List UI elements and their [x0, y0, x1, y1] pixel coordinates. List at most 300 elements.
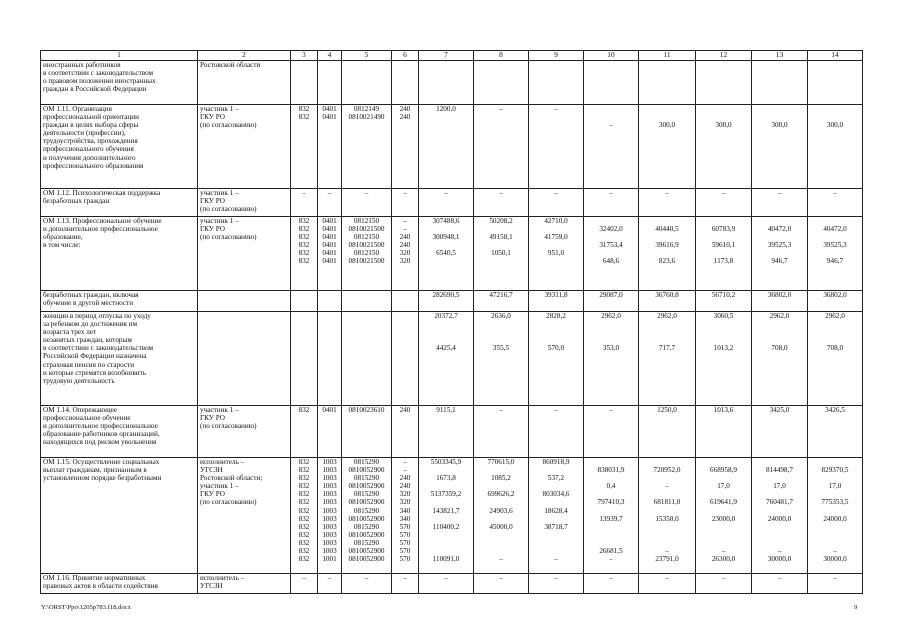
cell-line: –	[554, 189, 558, 197]
responsible-cell	[198, 458, 291, 574]
cell-line: –	[403, 217, 407, 225]
cell-line: 708,0	[771, 344, 788, 353]
cell-line: 38718,7	[544, 522, 568, 531]
cell-line: Ростовской области;	[200, 474, 263, 483]
column-number-header-row	[41, 51, 863, 61]
cell-line	[810, 320, 860, 328]
cell-line	[810, 217, 860, 225]
cell-line	[754, 61, 805, 69]
cell-line: 30000,0	[767, 555, 792, 564]
cell-line	[698, 328, 749, 336]
cell-line: –	[403, 189, 407, 197]
cell-line: 5137359,2	[430, 490, 462, 499]
cell-line: –	[609, 406, 613, 414]
cell-line: 6540,5	[436, 249, 456, 258]
cell-line	[810, 531, 860, 539]
cell-line: УГСЗН	[200, 582, 223, 591]
cell-line: в том числе:	[43, 241, 81, 250]
cell-line: обучение в другой местности	[43, 299, 134, 308]
value-cell	[529, 291, 584, 312]
value-cell	[419, 61, 474, 105]
value-cell	[291, 406, 318, 458]
cell-line: ГКУ РО	[200, 113, 225, 122]
cell-line	[476, 241, 526, 249]
responsible-cell	[198, 406, 291, 458]
cell-line	[698, 336, 749, 344]
cell-line: 300,0	[715, 121, 732, 130]
table-row	[41, 312, 863, 406]
value-cell	[639, 217, 696, 291]
value-cell	[318, 291, 342, 312]
row-title-cell	[41, 61, 198, 105]
cell-line	[586, 61, 636, 69]
value-cell	[808, 312, 863, 406]
cell-line: и дополнительное профессиональное	[43, 225, 158, 234]
value-cell	[474, 105, 529, 189]
cell-line: 832	[298, 547, 310, 556]
value-cell	[639, 105, 696, 189]
cell-line: 832	[298, 217, 310, 225]
cell-line: 0401	[322, 225, 337, 234]
row-title-cell	[41, 312, 198, 406]
value-cell	[529, 458, 584, 574]
cell-line: 56710,2	[711, 291, 736, 299]
cell-line: граждан в целях выбора сферы	[43, 121, 139, 130]
value-cell	[529, 312, 584, 406]
cell-line: безработных граждан, включая	[43, 291, 139, 299]
cell-line	[754, 523, 805, 531]
value-cell	[808, 217, 863, 291]
cell-line: –	[327, 189, 332, 197]
cell-line: 832	[298, 406, 310, 414]
cell-line: незанятых граждан, которым	[43, 336, 132, 345]
value-cell	[318, 189, 342, 217]
column-number-10: 10	[584, 51, 639, 61]
row-title-cell	[41, 189, 198, 217]
cell-line: 5503345,9	[430, 458, 462, 466]
cell-line: 1085,2	[491, 474, 511, 483]
cell-line	[810, 523, 860, 531]
cell-line	[586, 217, 636, 225]
cell-line	[641, 113, 693, 121]
value-cell	[584, 312, 639, 406]
cell-line: 0401	[322, 241, 337, 250]
cell-line: 17,0	[717, 482, 730, 491]
table-row	[41, 217, 863, 291]
responsible-cell	[198, 312, 291, 406]
cell-line: 0812150	[353, 249, 380, 258]
table-row	[41, 189, 863, 217]
cell-line: 36802,0	[823, 291, 847, 299]
cell-line: 0810052900	[348, 547, 385, 556]
value-cell	[318, 105, 342, 189]
cell-line	[754, 320, 805, 328]
value-cell	[474, 458, 529, 574]
cell-line: 1003	[322, 538, 337, 547]
value-cell	[419, 312, 474, 406]
responsible-cell	[198, 189, 291, 217]
cell-line: 9115,1	[436, 406, 456, 414]
cell-line: –	[499, 574, 503, 582]
value-cell	[639, 61, 696, 105]
value-cell	[584, 291, 639, 312]
cell-line	[421, 547, 471, 555]
value-cell	[808, 61, 863, 105]
cell-line: 1003	[322, 530, 337, 539]
row-title-cell	[41, 217, 198, 291]
cell-line: 1003	[322, 466, 337, 475]
value-cell	[639, 189, 696, 217]
column-number-2: 2	[198, 51, 291, 61]
cell-line: 40472,0	[767, 225, 792, 234]
value-cell	[808, 189, 863, 217]
value-cell	[752, 217, 808, 291]
cell-line: страховая пенсия по старости	[43, 360, 135, 369]
value-cell	[392, 105, 419, 189]
cell-line: 770615,0	[487, 458, 515, 466]
cell-line: 1003	[322, 490, 337, 499]
cell-line: находящихся под риском увольнения	[43, 438, 157, 447]
cell-line: 832	[298, 458, 310, 466]
cell-line: 0401	[322, 233, 337, 242]
cell-line: 300,0	[826, 121, 844, 130]
cell-line	[344, 312, 389, 320]
cell-line: 832	[298, 249, 310, 258]
cell-line: –	[721, 547, 726, 556]
cell-line: 946,7	[826, 257, 844, 266]
cell-line: 24000,0	[823, 514, 847, 523]
cell-line: 720952,0	[653, 466, 681, 475]
value-cell	[752, 312, 808, 406]
cell-line: 1013,6	[713, 406, 734, 414]
cell-line	[531, 328, 581, 336]
cell-line	[810, 328, 860, 336]
cell-line: 26681,5	[599, 547, 623, 556]
cell-line: 0815290	[353, 474, 380, 483]
table-row	[41, 291, 863, 312]
cell-line: 668958,9	[710, 466, 737, 475]
cell-line	[531, 539, 581, 547]
cell-line: правовых актов в области содействия	[43, 582, 158, 591]
cell-line: –	[403, 574, 407, 582]
cell-line: –	[364, 189, 369, 197]
cell-line	[754, 336, 805, 344]
cell-line	[641, 61, 693, 69]
value-cell	[584, 217, 639, 291]
value-cell	[419, 291, 474, 312]
value-cell	[752, 458, 808, 574]
value-cell	[342, 189, 392, 217]
cell-line	[810, 539, 860, 547]
cell-line: 570	[399, 547, 411, 556]
cell-line: 355,5	[492, 344, 510, 353]
cell-line: 60783,9	[711, 225, 736, 234]
value-cell	[584, 105, 639, 189]
cell-line: 0810052900	[348, 498, 385, 507]
cell-line: 814498,7	[766, 466, 793, 475]
cell-line: 240	[399, 113, 411, 122]
cell-line: 760481,7	[766, 498, 793, 507]
cell-line: трудоустройства, прохождения	[43, 137, 138, 146]
cell-line	[586, 105, 636, 113]
cell-line	[810, 507, 860, 515]
cell-line: 1003	[322, 498, 337, 507]
value-cell	[808, 406, 863, 458]
cell-line: 0,4	[606, 482, 616, 491]
cell-line	[810, 458, 860, 466]
cell-line: 0401	[322, 406, 337, 414]
cell-line: 240	[399, 482, 411, 491]
cell-line: 619641,9	[710, 498, 737, 507]
program-table	[40, 50, 863, 594]
cell-line	[810, 249, 860, 257]
cell-line: –	[499, 105, 503, 113]
cell-line	[698, 233, 749, 241]
column-number-9: 9	[529, 51, 584, 61]
cell-line	[476, 466, 526, 474]
column-number-7: 7	[419, 51, 474, 61]
responsible-cell	[198, 105, 291, 189]
cell-line: 110400,2	[432, 522, 460, 531]
page-number: 9	[854, 604, 858, 611]
cell-line	[641, 217, 693, 225]
value-cell	[392, 291, 419, 312]
cell-line: –	[665, 482, 669, 491]
value-cell	[808, 291, 863, 312]
value-cell	[291, 189, 318, 217]
cell-line	[200, 312, 288, 320]
cell-line: ОМ 1.15. Осуществление социальных	[43, 458, 160, 466]
cell-line	[698, 474, 749, 482]
value-cell	[639, 406, 696, 458]
cell-line	[698, 490, 749, 498]
cell-line: 708,0	[826, 344, 844, 353]
cell-line: 1003	[322, 506, 337, 515]
value-cell	[392, 189, 419, 217]
value-cell	[291, 291, 318, 312]
cell-line: –	[403, 458, 407, 466]
cell-line: 1673,8	[436, 474, 456, 483]
cell-line: ОМ 1.12. Психологическая поддержка	[43, 189, 161, 197]
value-cell	[639, 574, 696, 594]
cell-line	[586, 249, 636, 257]
value-cell	[808, 458, 863, 574]
cell-line: (по согласованию)	[200, 121, 257, 130]
cell-line: 860918,9	[542, 458, 570, 466]
cell-line: –	[302, 574, 306, 582]
cell-line: 1050,1	[491, 249, 511, 258]
cell-line: участник 1 –	[200, 105, 239, 113]
value-cell	[752, 105, 808, 189]
cell-line	[698, 320, 749, 328]
cell-line: ГКУ РО	[200, 197, 225, 206]
cell-line: женщин в период отпуска по уходу	[43, 312, 151, 320]
cell-line: Российской Федерации назначена	[43, 352, 147, 361]
value-cell	[696, 458, 752, 574]
cell-line	[641, 105, 693, 113]
cell-line	[421, 515, 471, 523]
cell-line: 40440,5	[655, 225, 679, 234]
cell-line	[698, 531, 749, 539]
cell-line: 717,7	[658, 344, 676, 353]
cell-line: 31753,4	[599, 241, 623, 250]
cell-line: профессионального обучения	[43, 145, 134, 154]
value-cell	[529, 406, 584, 458]
cell-line	[586, 523, 636, 531]
cell-line	[586, 233, 636, 241]
value-cell	[392, 61, 419, 105]
cell-line: 0810052900	[348, 466, 385, 475]
cell-line	[754, 233, 805, 241]
cell-line: возраста трех лет	[43, 328, 97, 337]
cell-line	[641, 507, 693, 515]
cell-line: 570	[399, 522, 411, 531]
cell-line: 832	[298, 225, 310, 234]
value-cell	[419, 217, 474, 291]
cell-line: 1200,0	[436, 105, 456, 113]
cell-line: деятельности (профессии),	[43, 129, 126, 138]
cell-line: 39525,3	[823, 241, 847, 250]
value-cell	[584, 458, 639, 574]
row-title-cell	[41, 574, 198, 594]
cell-line	[476, 225, 526, 233]
cell-line: 1003	[322, 482, 337, 491]
cell-line: 832	[298, 506, 310, 515]
cell-line: 240	[399, 474, 411, 483]
cell-line: –	[499, 406, 503, 414]
cell-line: 832	[298, 530, 310, 539]
cell-line: 282690,5	[432, 291, 460, 299]
cell-line: 0810021500	[348, 241, 385, 250]
cell-line: –	[444, 574, 448, 582]
cell-line: 0815290	[353, 458, 380, 466]
cell-line: 320	[399, 498, 411, 507]
value-cell	[474, 312, 529, 406]
cell-line: 23791,0	[655, 555, 679, 564]
cell-line: –	[554, 406, 558, 414]
cell-line	[810, 336, 860, 344]
cell-line: 3426,5	[825, 406, 845, 414]
value-cell	[529, 574, 584, 594]
cell-line: 17,0	[773, 482, 786, 491]
cell-line: 29087,0	[599, 291, 623, 299]
cell-line: 307488,6	[432, 217, 460, 225]
value-cell	[342, 105, 392, 189]
cell-line	[754, 217, 805, 225]
cell-line: 0815290	[353, 490, 380, 499]
cell-line: 353,0	[602, 344, 620, 353]
cell-line: 39616,9	[655, 241, 679, 250]
cell-line	[476, 61, 526, 69]
cell-line: 320	[399, 249, 411, 258]
responsible-cell	[198, 574, 291, 594]
cell-line: профессиональной ориентации	[43, 113, 139, 122]
cell-line	[394, 312, 416, 320]
cell-line: 832	[298, 113, 310, 122]
cell-line: –	[403, 225, 407, 234]
value-cell	[696, 291, 752, 312]
cell-line	[641, 233, 693, 241]
cell-line: 1250,0	[657, 406, 677, 414]
cell-line	[476, 539, 526, 547]
cell-line	[421, 531, 471, 539]
cell-line	[754, 458, 805, 466]
value-cell	[392, 406, 419, 458]
value-cell	[696, 189, 752, 217]
cell-line	[586, 531, 636, 539]
cell-line: 946,7	[771, 257, 788, 266]
column-number-1: 1	[41, 51, 198, 61]
cell-line	[421, 336, 471, 344]
cell-line: 829370,5	[821, 466, 849, 475]
value-cell	[342, 458, 392, 574]
cell-line: 240	[399, 406, 411, 414]
cell-line: 2962,0	[769, 312, 790, 320]
cell-line	[641, 531, 693, 539]
column-number-14: 14	[808, 51, 863, 61]
cell-line	[641, 336, 693, 344]
value-cell	[318, 458, 342, 574]
cell-line: 59610,1	[711, 241, 736, 250]
value-cell	[419, 574, 474, 594]
value-cell	[474, 189, 529, 217]
cell-line: 832	[298, 482, 310, 491]
cell-line: 0815290	[353, 538, 380, 547]
cell-line: –	[665, 189, 669, 197]
cell-line	[394, 291, 416, 299]
cell-line: участник 1 –	[200, 217, 239, 225]
cell-line	[344, 291, 389, 299]
cell-line	[200, 291, 288, 299]
cell-line	[421, 320, 471, 328]
cell-line	[476, 482, 526, 490]
value-cell	[584, 574, 639, 594]
cell-line	[394, 61, 416, 69]
cell-line: 832	[298, 498, 310, 507]
cell-line: 240	[399, 233, 411, 242]
cell-line: 26300,0	[711, 555, 736, 564]
cell-line: 0815290	[353, 522, 380, 531]
cell-line	[476, 320, 526, 328]
cell-line	[754, 328, 805, 336]
cell-line: 24000,0	[767, 514, 792, 523]
value-cell	[474, 291, 529, 312]
value-cell	[291, 574, 318, 594]
cell-line: –	[721, 574, 726, 582]
cell-line: (по согласованию)	[200, 498, 257, 507]
cell-line: 300,0	[658, 121, 676, 130]
value-cell	[419, 105, 474, 189]
value-cell	[696, 574, 752, 594]
value-cell	[342, 291, 392, 312]
cell-line: –	[609, 189, 613, 197]
cell-line	[531, 336, 581, 344]
cell-line	[476, 531, 526, 539]
cell-line: 20372,7	[434, 312, 458, 320]
cell-line: 32402,0	[599, 225, 623, 234]
cell-line: –	[665, 547, 669, 556]
value-cell	[752, 189, 808, 217]
value-cell	[474, 61, 529, 105]
cell-line: 1013,2	[713, 344, 734, 353]
value-cell	[808, 105, 863, 189]
cell-line: 0812150	[353, 217, 380, 225]
cell-line: 0810023610	[348, 406, 385, 414]
cell-line	[320, 312, 339, 320]
responsible-cell	[198, 217, 291, 291]
cell-line: 1003	[322, 474, 337, 483]
cell-line: –	[327, 574, 332, 582]
